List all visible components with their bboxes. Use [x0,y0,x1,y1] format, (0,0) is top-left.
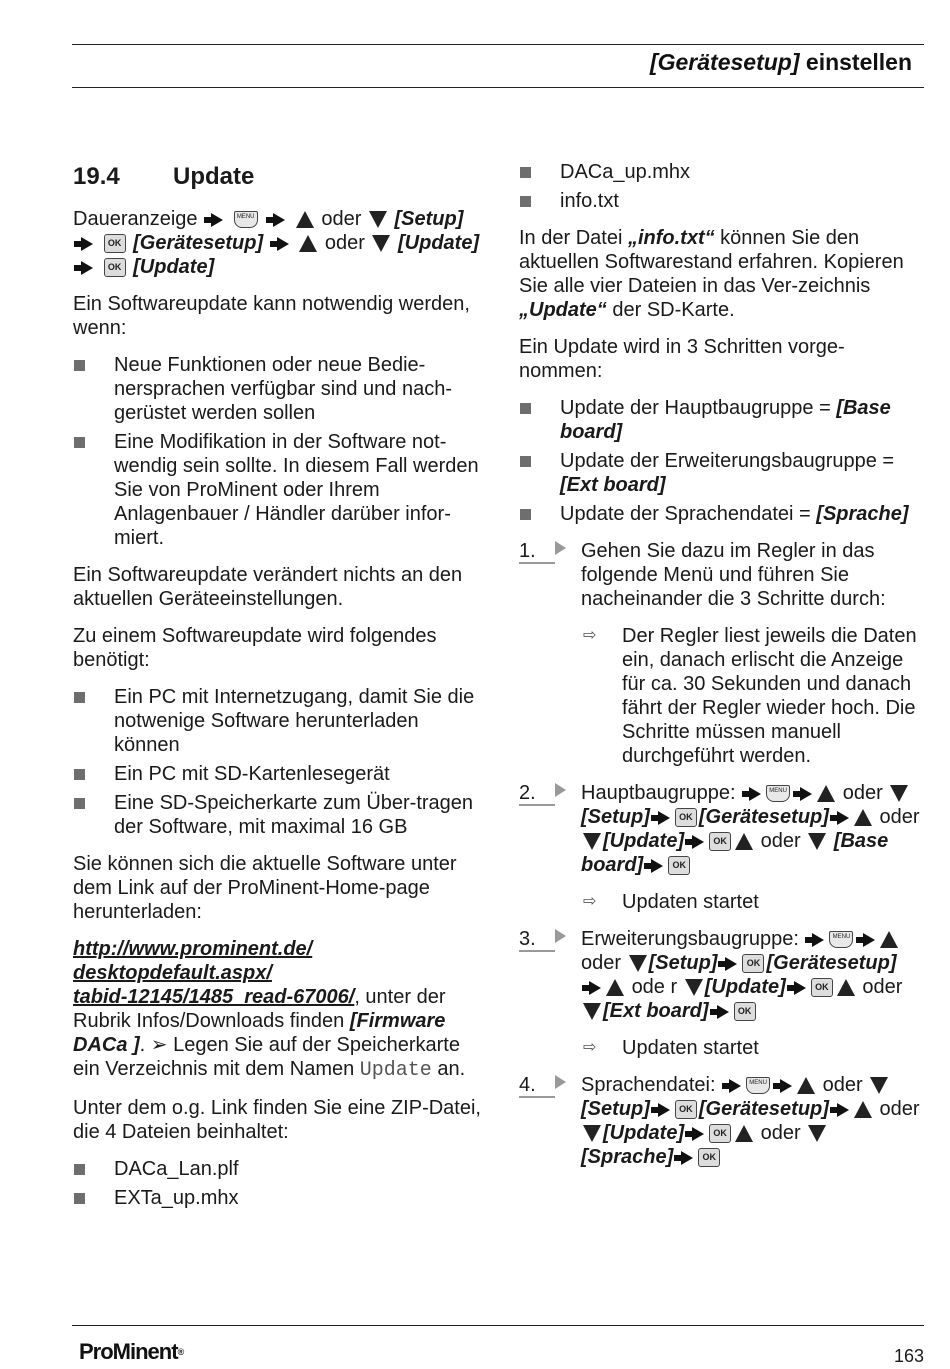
step-arrow-icon [555,1075,566,1089]
nav-update: [Update] [133,256,215,278]
ok-key-icon: OK [675,1100,697,1119]
arrow-right-icon [692,835,704,849]
step-underline [519,804,555,806]
oder-r-text: ode r [631,976,678,998]
board-tag: [Ext board] [603,1000,709,1022]
result-text: Updaten startet [622,891,759,913]
step-number [519,539,567,563]
step-text: Gehen Sie dazu im Regler in das folgende Menü und führen Sie nacheinander die 3 Schritte durch: [581,540,886,610]
firmware-tag: [Firmware DACa ] [73,1010,446,1056]
list-item: DACa_up.mhx [519,160,925,184]
logo-reg: ® [177,1347,184,1357]
menu-key-icon: MENU [829,931,853,948]
step-number [519,1073,567,1097]
link-end: an. [431,1058,466,1080]
result-text: Der Regler liest jeweils die Daten ein, danach erlischt die Anzeige für ca. 30 Sekunden und danach fährt der Regler wieder hoch. Die Schritte müssen manuell durchgeführt werden. [622,625,917,767]
arrow-right-icon [780,1079,792,1093]
arrow-right-icon [81,261,93,275]
arrow-right-icon [837,1103,849,1117]
arrow-right-icon [812,933,824,947]
section-heading [73,160,483,194]
up-key-icon [854,809,872,826]
oder-text: oder [879,1098,920,1120]
update-tag: [Update] [603,830,685,852]
info-text [519,226,925,322]
oder-text: oder [879,806,920,828]
step-number [519,927,567,951]
arrow-right-icon [692,1127,704,1141]
update-tag: [Sprache] [816,503,909,525]
arrow-right-icon [277,237,289,251]
info-post: der SD-Karte. [606,299,735,321]
steps-intro: Ein Update wird in 3 Schritten vorge-nommen: [519,336,845,382]
info-mid: können Sie den aktuellen Softwarestand erfahren. Kopieren Sie alle vier Dateien in das Ver-zeichnis [519,227,904,297]
step-text [581,1073,925,1169]
footer-rule [72,1325,924,1326]
nav-geraetesetup: [Gerätesetup] [133,232,264,254]
download-text: Sie können sich die aktuelle Software unter dem Link auf der ProMinent-Home-page herunterladen: [73,853,457,923]
oder-text: oder [822,1074,863,1096]
arrow-right-icon [837,811,849,825]
link-line-3: tabid-12145/1485_read-67006/ [73,986,355,1008]
result-arrow-icon: ⇨ [583,627,597,644]
step-2 [519,781,925,914]
arrow-right-icon [749,787,761,801]
prominent-logo [79,1340,183,1364]
down-key-icon [685,979,703,996]
down-key-icon [369,211,387,228]
up-key-icon [606,979,624,996]
board-tag: [Base board] [581,830,889,876]
ok-key-icon: OK [811,978,833,997]
arrow-right-icon [589,981,601,995]
header-rule-bottom [72,87,924,88]
nav-oder: oder [321,208,362,230]
down-key-icon [583,1125,601,1142]
update-tag: [Update] [704,976,786,998]
files-list-right [519,160,925,213]
ok-key-icon: OK [675,808,697,827]
update-tag: [Base board] [560,397,891,443]
down-key-icon [583,1003,601,1020]
down-key-icon [583,833,601,850]
list-item: Neue Funktionen oder neue Bedie-nersprachen verfügbar sind und nach-gerüstet werden sollen [73,353,483,425]
zip-text: Unter dem o.g. Link finden Sie eine ZIP-Datei, die 4 Dateien beinhaltet: [73,1097,481,1143]
step-1 [519,539,925,768]
result-arrow-icon: ⇨ [583,1039,597,1056]
list-item: Eine Modifikation in der Software not-wendig sein sollte. In diesem Fall werden Sie von ProMinent oder Ihrem Anlagenbauer / Händler darüber infor-miert. [73,430,483,550]
step-text [581,781,925,877]
menu-key-icon: MENU [766,785,790,802]
arrow-right-icon [273,213,285,227]
result-text: Updaten startet [622,1037,759,1059]
section-title: Update [173,163,255,190]
step-arrow-icon [555,929,566,943]
nav-oder: oder [324,232,365,254]
ok-key-icon: OK [742,954,764,973]
up-key-icon [880,931,898,948]
setup-tag: [Setup] [648,952,718,974]
list-item: DACa_Lan.plf [73,1157,483,1181]
nav-start: Daueranzeige [73,208,198,230]
oder-text: oder [760,830,801,852]
step-result [581,890,925,914]
info-dir: „Update“ [519,299,607,321]
step-label: Erweiterungsbaugruppe: [581,928,799,950]
link-paragraph [73,937,483,1083]
update-tag: [Ext board] [560,474,666,496]
menu-key-icon: MENU [234,211,258,228]
list-item: EXTa_up.mhx [73,1186,483,1210]
arrow-right-icon [717,1005,729,1019]
ok-key-icon: OK [734,1002,756,1021]
up-key-icon [735,1125,753,1142]
right-column [519,160,925,1182]
step-text [581,927,925,1023]
nav-update: [Update] [398,232,480,254]
ok-key-icon: OK [698,1148,720,1167]
step-3 [519,927,925,1060]
setup-tag: [Setup] [581,806,650,828]
step-result [581,1036,925,1060]
step-4 [519,1073,925,1169]
down-key-icon [890,785,908,802]
arrow-right-icon [658,1103,670,1117]
arrow-right-icon [863,933,875,947]
ok-key-icon: OK [709,832,731,851]
list-item: Ein PC mit Internetzugang, damit Sie die notwenige Software herunterladen können [73,685,483,757]
arrow-right-icon [81,237,93,251]
up-key-icon [797,1077,815,1094]
down-key-icon [870,1077,888,1094]
step-arrow-icon [555,783,566,797]
step-result [581,624,925,768]
up-key-icon [299,235,317,252]
header-title-italic: [Gerätesetup] [649,49,800,75]
left-column [73,160,483,1223]
step-number-text: 3. [519,928,536,950]
folder-name: Update [359,1059,432,1082]
geraetesetup-tag: [Gerätesetup] [698,1098,829,1120]
arrow-right-icon [211,213,223,227]
list-item [519,449,925,497]
step-underline [519,950,555,952]
step-arrow-icon [555,541,566,555]
link-line-2: desktopdefault.aspx/ [73,962,272,984]
step-number-text: 4. [519,1074,536,1096]
info-file: „info.txt“ [627,227,715,249]
page-header-title [650,50,912,74]
oder-text: oder [581,952,622,974]
oder-text: oder [760,1122,801,1144]
up-key-icon [296,211,314,228]
arrow-right-icon [658,811,670,825]
needed-intro: Zu einem Softwareupdate wird folgendes benötigt: [73,625,437,671]
info-pre: In der Datei [519,227,628,249]
nav-setup: [Setup] [394,208,464,230]
up-key-icon [735,833,753,850]
arrow-right-icon [800,787,812,801]
arrow-right-icon [681,1151,693,1165]
update-text: Update der Erweiterungsbaugruppe = [560,450,895,472]
down-key-icon [629,955,647,972]
update-tag: [Update] [603,1122,685,1144]
section-number: 19.4 [73,163,120,190]
arrow-right-icon [725,957,737,971]
ok-key-icon: OK [104,234,126,253]
reasons-list [73,353,483,550]
link-after-2: . ➢ Legen Sie auf der Speicherkarte ein Verzeichnis mit dem Namen [73,1034,460,1080]
list-item: Ein PC mit SD-Kartenlesegerät [73,762,483,786]
step-number-text: 2. [519,782,536,804]
needed-list [73,685,483,839]
oder-text: oder [842,782,883,804]
step-label: Hauptbaugruppe: [581,782,736,804]
list-item [519,502,925,526]
setup-tag: [Setup] [581,1098,650,1120]
arrow-right-icon [651,859,663,873]
step-underline [519,1096,555,1098]
up-key-icon [817,785,835,802]
header-title-rest: einstellen [799,49,912,75]
step-label: Sprachendatei: [581,1074,716,1096]
arrow-right-icon [729,1079,741,1093]
link-line-1: http://www.prominent.de/ [73,938,313,960]
menu-key-icon: MENU [746,1077,770,1094]
result-arrow-icon: ⇨ [583,893,597,910]
board-tag: [Sprache] [581,1146,674,1168]
update-text: Update der Hauptbaugruppe = [560,397,837,419]
update-text: Update der Sprachendatei = [560,503,817,525]
oder-text: oder [862,976,903,998]
updates-list [519,396,925,526]
ok-key-icon: OK [104,258,126,277]
down-key-icon [808,833,826,850]
link-after: , unter der Rubrik Infos/Downloads finden [73,986,446,1032]
geraetesetup-tag: [Gerätesetup] [766,952,897,974]
no-change-text: Ein Softwareupdate verändert nichts an den aktuellen Geräteeinstellungen. [73,564,463,610]
step-underline [519,562,555,564]
arrow-right-icon [794,981,806,995]
nav-path [73,207,483,279]
ok-key-icon: OK [668,856,690,875]
page-number: 163 [893,1346,924,1366]
logo-text: ProMinent [79,1339,178,1364]
geraetesetup-tag: [Gerätesetup] [698,806,829,828]
list-item: info.txt [519,189,925,213]
step-number [519,781,567,805]
header-rule-top [72,44,924,45]
list-item [519,396,925,444]
list-item: Eine SD-Speicherkarte zum Über-tragen der Software, mit maximal 16 GB [73,791,483,839]
ok-key-icon: OK [709,1124,731,1143]
up-key-icon [837,979,855,996]
step-number-text: 1. [519,540,536,562]
files-list-left [73,1157,483,1210]
down-key-icon [372,235,390,252]
intro-text: Ein Softwareupdate kann notwendig werden, wenn: [73,293,470,339]
up-key-icon [854,1101,872,1118]
prominent-download-link[interactable] [73,938,354,1008]
down-key-icon [808,1125,826,1142]
